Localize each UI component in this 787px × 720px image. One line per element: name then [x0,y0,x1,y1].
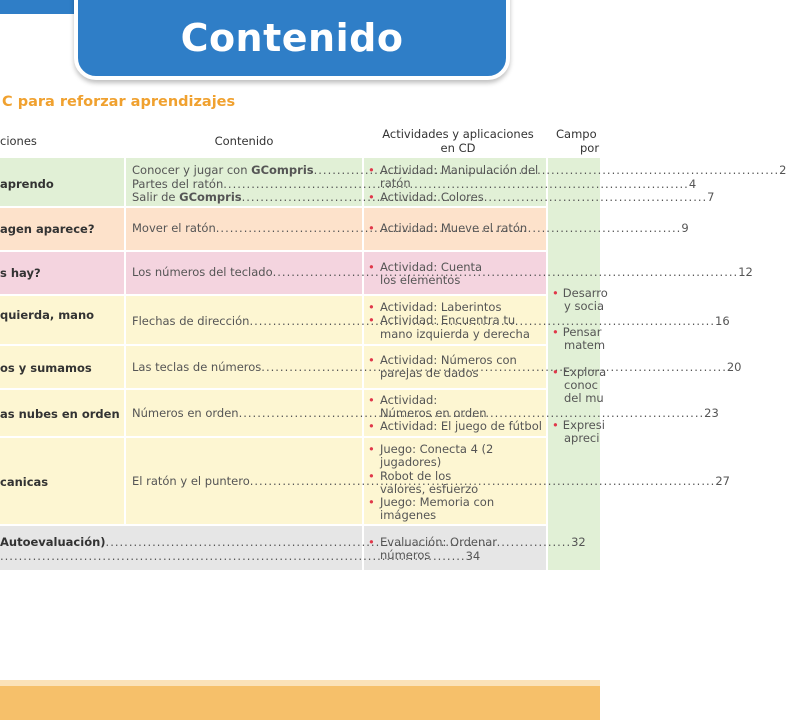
field-item-cont: y socia [564,299,605,313]
page-number: 32 [571,535,586,549]
activity-list [368,420,546,433]
section-subtitle: C para reforzar aprendizajes [2,94,236,110]
activity-text: Actividad: El juego de fútbol [380,419,542,433]
column-header-activities [368,127,548,155]
activity-list [368,301,546,341]
page-number: 23 [704,406,719,420]
activity-item: • Actividad: Manipulación del ratón [368,163,539,191]
content-entry [0,548,481,564]
column-divider [124,158,126,526]
activity-text: Actividad: Manipulación del ratón [380,163,539,191]
field-item: • Desarro [552,286,608,300]
activity-text: Evaluación: Ordenar números [380,535,498,563]
activity-list [368,354,528,381]
page-number: 27 [715,474,730,488]
page-title: Contenido [180,16,404,60]
activity-text: Actividad: Mueve el ratón [380,221,528,235]
activity-item: • Actividad: Números con parejas de dados [368,353,517,381]
content-text: Números en orden [132,406,239,420]
activity-list [368,443,498,523]
page-number: 16 [715,314,730,328]
content-text: Los números del teclado [132,265,273,279]
content-bold: GCompris [251,163,314,177]
column-header-activities-line2: en CD [440,141,476,155]
activity-item: • Juego: Conecta 4 (2 jugadores) [368,442,494,470]
content-text: Flechas de dirección [132,314,250,328]
page-number: 7 [707,190,715,204]
page-number: 12 [738,265,753,279]
page-number: 9 [681,221,689,235]
field-item: • Expresi [552,418,605,432]
page-number: 4 [688,176,697,191]
content-text: Salir de [132,190,180,204]
page-number: 20 [726,360,742,374]
activity-item: • Juego: Memoria con imágenes [368,495,495,523]
content-text: Las teclas de números [132,360,262,374]
activity-list [368,261,498,288]
activity-item: • Evaluación: Ordenar números [368,535,498,563]
lesson-title: canicas [0,475,49,489]
field-item-cont: conoc [564,378,599,392]
field-item-cont: apreci [564,431,600,445]
activity-item: • Actividad: Colores [368,189,484,204]
column-header-fields-line2: por [580,141,600,155]
field-item-cont: del mu [564,391,604,405]
content-text: Conocer y jugar con [132,163,252,177]
column-header-fields-line1: Campo [556,127,597,141]
header-decor-strip [0,0,76,14]
activity-text: Actividad: Cuenta los elementos [380,260,483,288]
field-text: Explora [562,365,607,379]
lesson-title: os y sumamos [0,361,92,375]
activity-list [368,536,508,563]
activity-item: • Actividad: Números en orden [368,393,487,421]
activity-item: • Actividad: Mueve el ratón [368,221,528,235]
field-text: Expresi [562,418,605,432]
activity-text: Actividad: Números con parejas de dados [380,353,517,381]
lesson-title: Autoevaluación) [0,535,106,549]
activity-list [368,164,546,204]
activity-text: Juego: Conecta 4 (2 jugadores) [380,442,494,470]
activity-item: • Actividad: El juego de fútbol [368,419,542,433]
page-number: 34 [465,548,481,563]
activity-list [368,394,488,421]
lesson-title: as nubes en orden [0,407,120,421]
field-item: • Pensar [552,325,602,339]
field-text: Desarro [562,286,608,300]
column-header-fields [556,127,599,155]
page-number: 2 [779,163,787,177]
column-header-content: Contenido [214,134,274,148]
activity-item: • Actividad: Cuenta los elementos [368,260,483,288]
content-text: Mover el ratón [132,221,216,235]
lesson-title: agen aparece? [0,222,95,236]
column-header-lessons: ciones [0,134,37,148]
activity-text: Actividad: Números en orden [380,393,487,421]
field-item: • Explora [552,365,607,379]
column-header-activities-line1: Actividades y aplicaciones [382,127,534,141]
field-text: Pensar [562,325,602,339]
activity-text: Juego: Memoria con imágenes [380,495,495,523]
field-item-cont: matem [564,338,606,352]
activity-list [368,222,546,235]
activity-text: Actividad: Encuentra tu mano izquierda y derecha [380,313,530,341]
activity-item: • Actividad: Encuentra tu mano izquierda y derecha [368,313,530,341]
activity-item: • Actividad: Laberintos [368,300,502,314]
activity-text: Robot de los valores, esfuerzo [380,468,479,496]
lesson-title: s hay? [0,266,41,280]
activity-item: • Robot de los valores, esfuerzo [368,468,479,496]
content-text: El ratón y el puntero [132,474,250,488]
lesson-title: aprendo [0,177,54,191]
activity-text: Actividad: Colores [380,189,484,204]
lesson-title: quierda, mano [0,308,95,322]
content-bold: GCompris [179,190,242,204]
footer-band [0,686,600,720]
content-text: Partes del ratón [132,176,224,191]
activity-text: Actividad: Laberintos [380,300,502,314]
